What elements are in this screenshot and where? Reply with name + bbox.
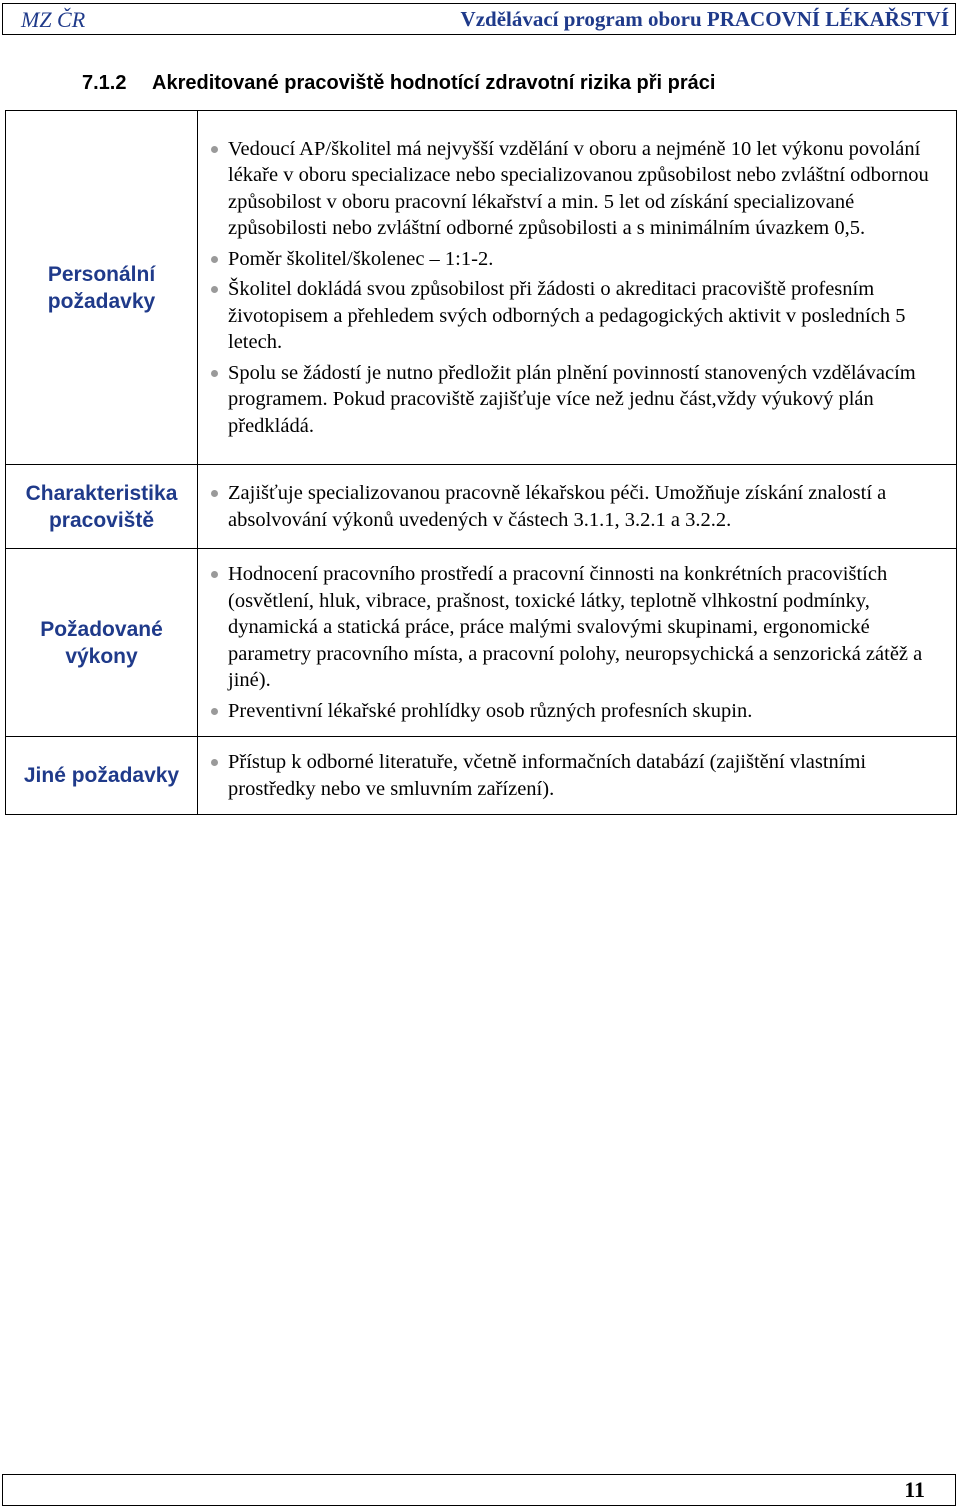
header-ministry: MZ ČR xyxy=(21,7,86,32)
page-footer xyxy=(2,1474,956,1506)
row-label-line: výkony xyxy=(65,644,138,668)
list-item: Preventivní lékařské prohlídky osob různých profesních skupin. xyxy=(198,698,952,725)
row-label-other-requirements xyxy=(6,737,198,815)
list-item: Poměr školitel/školenec – 1:1-2. xyxy=(198,246,952,273)
row-content-personnel xyxy=(198,111,957,465)
page-header xyxy=(2,3,956,35)
table-row-personnel xyxy=(6,111,957,465)
table-row-required-procedures xyxy=(6,549,957,737)
row-label-line: Požadované xyxy=(40,617,163,641)
row-label-required-procedures xyxy=(6,549,198,737)
section-title-text: Akreditované pracoviště hodnotící zdravotní rizika při práci xyxy=(152,72,716,94)
table-row-other-requirements xyxy=(6,737,957,815)
list-item: Zajišťuje specializovanou pracovně lékařskou péči. Umožňuje získání znalostí a absolvování výkonů uvedených v částech 3.1.1, 3.2.1 a 3.2.2. xyxy=(198,480,952,533)
row-content-required-procedures xyxy=(198,549,957,737)
row-label-line: Personální xyxy=(47,262,156,286)
list-item: Spolu se žádostí je nutno předložit plán plnění povinností stanovených vzdělávacím programem. Pokud pracoviště zajišťuje více než jednu část,vždy výukový plán předkládá. xyxy=(198,360,952,440)
list-item: Přístup k odborné literatuře, včetně informačních databází (zajištění vlastními prostředky nebo ve smluvním zařízení). xyxy=(198,749,952,802)
header-program-title: Vzdělávací program oboru PRACOVNÍ LÉKAŘSTVÍ xyxy=(460,7,949,31)
requirements-table xyxy=(5,110,957,815)
list-item: Školitel dokládá svou způsobilost při žádosti o akreditaci pracoviště profesním životopisem a přehledem svých odborných a pedagogických aktivit v posledních 5 letech. xyxy=(198,276,952,356)
section-number: 7.1.2 xyxy=(82,72,127,94)
list-item: Hodnocení pracovního prostředí a pracovní činnosti na konkrétních pracovištích (osvětlení, hluk, vibrace, prašnost, toxické látky, teplotně vlhkostní podmínky, dynamická a statická práce, práce malými svalovými skupinami, ergonomické parametry pracovního místa, a pracovní polohy, neuropsychická a senzorická zátěž a jiné). xyxy=(198,561,952,694)
row-content-workplace xyxy=(198,465,957,549)
row-label-line: Charakteristika xyxy=(25,481,178,505)
list-item: Vedoucí AP/školitel má nejvyšší vzdělání v oboru a nejméně 10 let výkonu povolání lékaře v oboru specializace nebo specializovanou způsobilost nebo zvláštní odbornou způsobilost v oboru pracovní lékařství a min. 5 let od získání specializované způsobilosti nebo zvláštní odborné způsobilosti a s minimálním úvazkem 0,5. xyxy=(198,136,952,242)
row-content-other-requirements xyxy=(198,737,957,815)
section-title xyxy=(82,72,715,95)
row-label-line: Jiné požadavky xyxy=(23,764,180,787)
page-number: 11 xyxy=(904,1477,925,1502)
row-label-line: požadavky xyxy=(47,289,156,313)
row-label-line: pracoviště xyxy=(48,508,155,532)
table-row-workplace xyxy=(6,465,957,549)
row-label-workplace xyxy=(6,465,198,549)
row-label-personnel xyxy=(6,111,198,465)
